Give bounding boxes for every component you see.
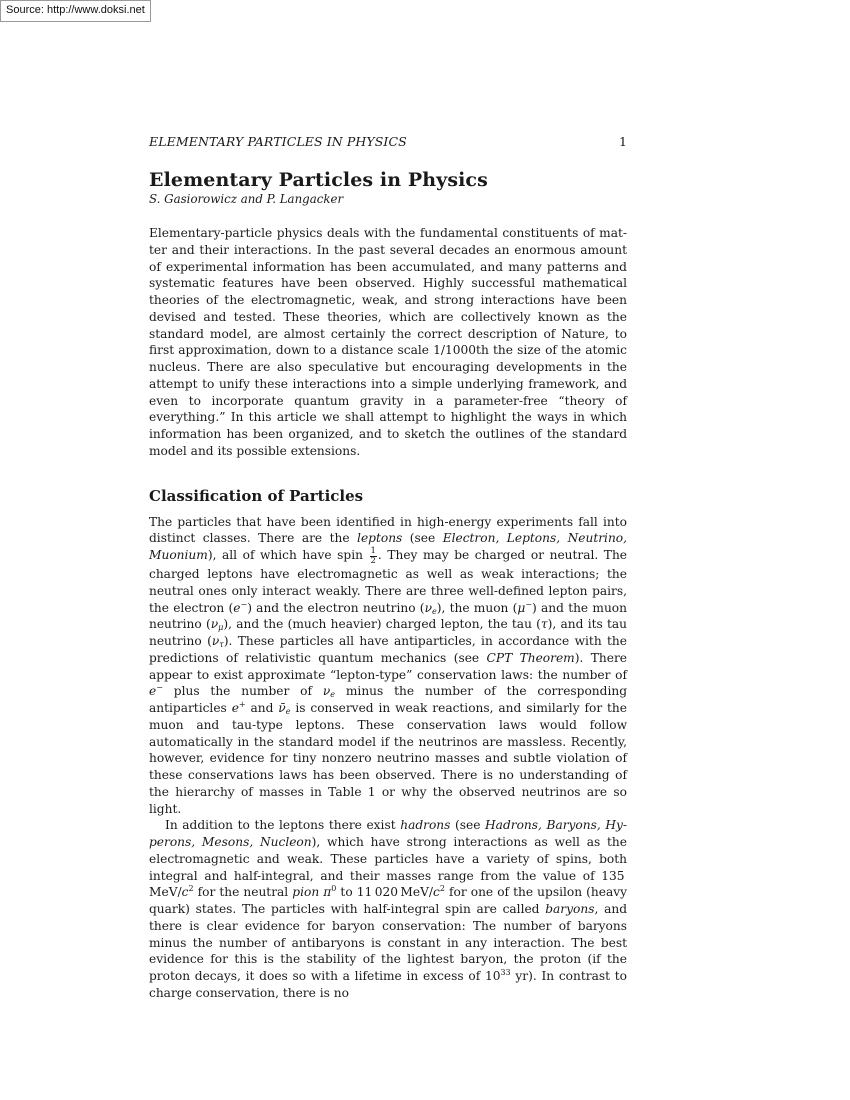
term-baryons: baryons (545, 902, 595, 916)
term-hadrons: hadrons (400, 818, 451, 833)
section-paragraph-2: In addition to the leptons there exist hadrons (see Hadrons, Baryons, Hyperons, Mesons, Nucleon), which have strong interactions as well as the electromagnetic and weak. These particles have a variety of spins, both integral and half-integral, and their masses range from the value of 135 MeV/$c^2$ for the neutral pion $\pi^0$ to 11 020 MeV/$c^2$ for one of the upsilon (heavy quark) states. The particles with half-integral spin are called baryons, and there is clear evidence for baryon conservation: The number of baryons minus the number of antibaryons is constant in any interaction. The best evidence for this is the stability of the lightest baryon, the proton (if the proton decays, it does so with a lifetime in excess of $10^{33}$ yr). In contrast to charge conservation, there is no (149, 818, 628, 1000)
running-title: ELEMENTARY PARTICLES IN PHYSICS (149, 134, 407, 149)
term-leptons: leptons (357, 531, 403, 546)
cross-reference: Electron, Leptons, Neutrino, Muonium (149, 531, 628, 562)
page-number: 1 (619, 134, 627, 149)
intro-paragraph: Elementary-particle physics deals with the fundamental constituents of matter and their interactions. In the past several decades an enormous amount of experimental information has been accumulated, and many patterns and systematic features have been observed. Highly successful mathematical theories of the electromagnetic, weak, and strong interactions have been devised and tested. These theories, which are collectively known as the standard model, are almost certainly the correct description of Nature, to first approximation, down to a distance scale 1/1000th the size of the atomic nucleus. There are also speculative but encouraging developments in the attempt to unify these interactions into a simple underlying framework, and even to incorporate quantum gravity in a parameter-free “theory of everything.” In this article we shall attempt to highlight the ways in which information has been organized, and to sketch the outlines of the standard model and its possible extensions. (149, 226, 627, 458)
article-authors: S. Gasiorowicz and P. Langacker (149, 192, 344, 206)
running-header (149, 133, 627, 151)
term-pion: pion (292, 885, 320, 900)
cross-reference: CPT Theorem (486, 650, 575, 665)
source-label: Source: http://www.doksi.net (0, 0, 151, 22)
document-page (149, 133, 627, 1002)
fraction-one-half: $\frac{1}{2}$ (370, 546, 376, 566)
article-title: Elementary Particles in Physics (149, 169, 488, 191)
cross-reference: Hadrons, Baryons, Hyperons, Mesons, Nucleon (149, 818, 627, 849)
section-heading: Classification of Particles (149, 486, 364, 505)
section-paragraph-1: The particles that have been identified in high-energy experiments fall into distinct classes. There are the leptons (see Electron, Leptons, Neutrino, Muonium), all of which have spin $\frac{1}{2}$ . They may be charged or neutral. The charged leptons have electromagnetic as well as weak interactions; the neutral ones only interact weakly. There are three well-defined lepton pairs, the electron (e−) and the electron neutrino $(\nu_e)$, the muon (μ−) and the muon neutrino $(\nu_\mu)$, and the (much heavier) charged lepton, the tau (τ), and its tau neutrino $(\nu_\tau)$. These particles all have antiparticles, in accordance with the predictions of relativistic quantum mechanics (see CPT Theorem). There appear to exist approximate “lepton-type” conservation laws: the number of e− plus the number of $\nu_e$ minus the number of the corresponding antiparticles e+ and $\nū_e$ is conserved in weak reactions, and similarly for the muon and tau-type leptons. These conservation laws would follow automatically in the standard model if the neutrinos are massless. Recently, however, evidence for tiny nonzero neutrino masses and subtle violation of these conservations laws has been observed. There is no understanding of the hierarchy of masses in Table 1 or why the observed neutrinos are so light. (149, 514, 628, 816)
